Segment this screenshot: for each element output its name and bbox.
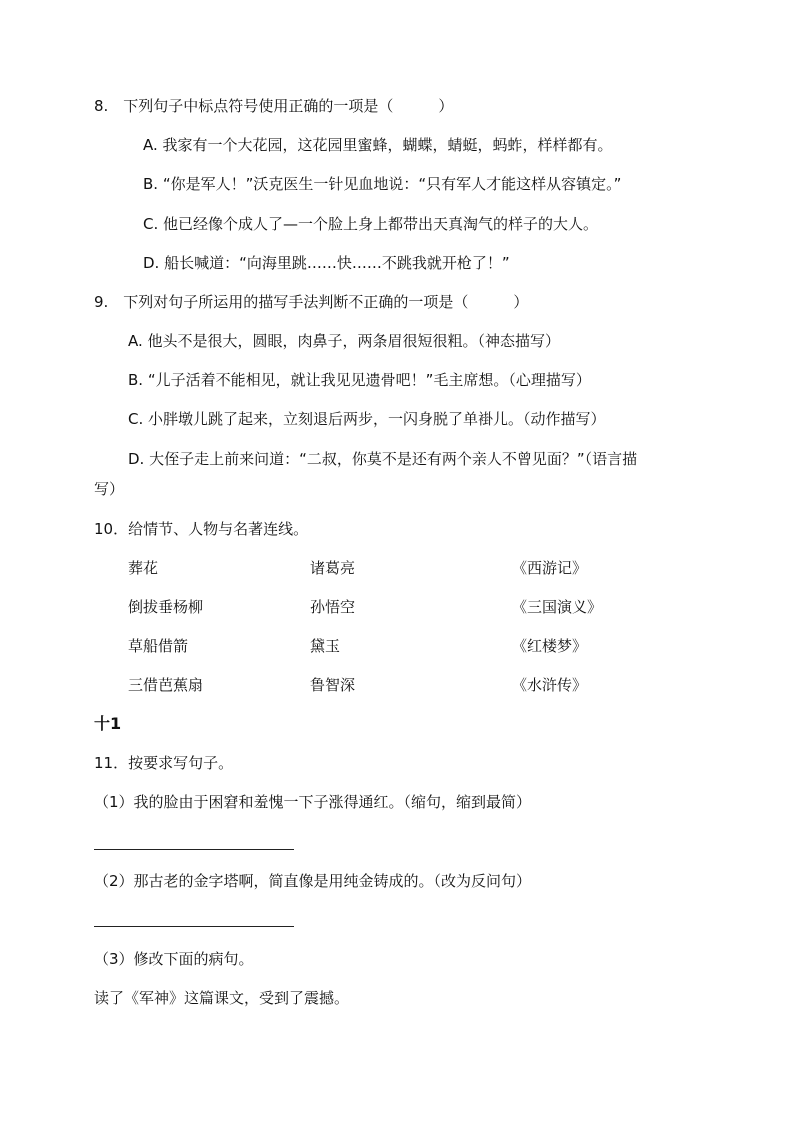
q10-book-2: 《三国演义》 xyxy=(512,598,603,616)
q8-option-b: B. “你是军人！”沃克医生一针见血地说：“只有军人才能这样从容镇定。” xyxy=(143,175,622,193)
q11-faulty-sentence: 读了《军神》这篇课文，受到了震撼。 xyxy=(94,989,350,1007)
q10-plot-4: 三借芭蕉扇 xyxy=(128,676,204,694)
q9-option-d: D. 大侄子走上前来问道：“二叔，你莫不是还有两个亲人不曾见面？”（语言描 xyxy=(128,450,638,468)
q11-stem: 11．按要求写句子。 xyxy=(94,754,234,772)
q8-stem: 8. 下列句子中标点符号使用正确的一项是（ ） xyxy=(94,97,454,115)
q10-character-1: 诸葛亮 xyxy=(310,559,356,577)
q10-plot-1: 葬花 xyxy=(128,559,159,577)
q10-plot-3: 草船借箭 xyxy=(128,637,189,655)
q11-item-3: （3）修改下面的病句。 xyxy=(94,950,254,968)
q10-character-2: 孙悟空 xyxy=(310,598,356,616)
q10-book-3: 《红楼梦》 xyxy=(512,637,588,655)
answer-blank-2[interactable] xyxy=(94,926,294,927)
q10-plot-2: 倒拔垂杨柳 xyxy=(128,598,204,616)
q10-book-4: 《水浒传》 xyxy=(512,676,588,694)
q9-option-a: A. 他头不是很大，圆眼，肉鼻子，两条眉很短很粗。（神态描写） xyxy=(128,332,561,350)
q9-option-c: C. 小胖墩儿跳了起来，立刻退后两步，一闪身脱了单褂儿。（动作描写） xyxy=(128,410,606,428)
q11-item-2: （2）那古老的金字塔啊，简直像是用纯金铸成的。（改为反问句） xyxy=(94,872,532,890)
q9-option-d-continuation: 写） xyxy=(94,480,125,498)
q9-stem: 9. 下列对句子所运用的描写手法判断不正确的一项是（ ） xyxy=(94,293,529,311)
q8-option-a: A. 我家有一个大花园，这花园里蜜蜂，蝴蝶，蜻蜓，蚂蚱，样样都有。 xyxy=(143,136,613,154)
q10-stem: 10．给情节、人物与名著连线。 xyxy=(94,520,309,538)
q8-option-c: C. 他已经像个成人了—一个脸上身上都带出天真淘气的样子的大人。 xyxy=(143,215,599,233)
answer-blank-1[interactable] xyxy=(94,849,294,850)
q10-character-4: 鲁智深 xyxy=(310,676,356,694)
q8-option-d: D. 船长喊道：“向海里跳……快……不跳我就开枪了！” xyxy=(143,254,510,272)
q11-item-1: （1）我的脸由于困窘和羞愧一下子涨得通红。（缩句，缩到最简） xyxy=(94,793,532,811)
q10-book-1: 《西游记》 xyxy=(512,559,588,577)
q10-character-3: 黛玉 xyxy=(310,637,341,655)
section-heading: 十1 xyxy=(94,714,122,733)
q9-option-b: B. “儿子活着不能相见，就让我见见遗骨吧！”毛主席想。（心理描写） xyxy=(128,371,591,389)
